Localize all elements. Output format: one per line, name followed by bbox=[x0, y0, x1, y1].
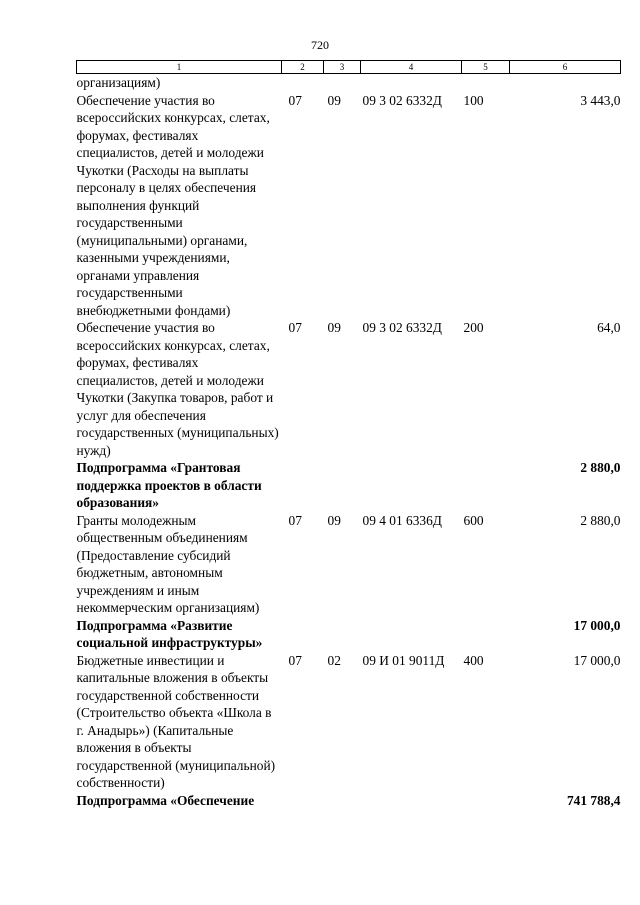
row-name: Бюджетные инвестиции и капитальные вложения в объекты государственной собственности (Строительство объекта «Школа в г. Анадырь») (Капитальные вложения в объекты государственной (муниципальной) собственности) bbox=[76, 652, 276, 790]
header-col-subsection: 3 bbox=[324, 61, 361, 74]
table-row bbox=[77, 92, 621, 320]
header-col-type: 5 bbox=[462, 61, 510, 74]
row-code: 09 3 02 6332Д bbox=[362, 92, 442, 108]
row-expense-type: 200 bbox=[463, 320, 484, 335]
row-subsection bbox=[324, 617, 361, 652]
table-row bbox=[77, 652, 621, 792]
row-expense-type bbox=[462, 459, 510, 512]
row-expense-type bbox=[462, 792, 510, 810]
row-code: 09 3 02 6332Д bbox=[362, 320, 442, 335]
table-row bbox=[77, 792, 621, 810]
row-code bbox=[361, 792, 462, 810]
row-subsection: 09 bbox=[327, 92, 341, 108]
row-subsection: 02 bbox=[327, 652, 341, 668]
row-subsection: 09 bbox=[327, 512, 341, 528]
row-amount: 17 000,0 bbox=[573, 617, 621, 633]
table-header-row bbox=[77, 61, 621, 74]
header-col-name: 1 bbox=[77, 61, 282, 74]
table-row bbox=[77, 74, 621, 92]
row-amount bbox=[510, 74, 621, 92]
row-amount: 3 443,0 bbox=[580, 92, 621, 108]
row-code: 09 И 01 9011Д bbox=[362, 652, 445, 668]
row-section: 07 bbox=[288, 320, 302, 335]
table-row bbox=[77, 319, 621, 459]
header-col-amount: 6 bbox=[510, 61, 621, 74]
row-code bbox=[361, 617, 462, 652]
row-name: Подпрограмма «Обеспечение bbox=[76, 792, 255, 808]
row-name: Гранты молодежным общественным объединениям (Предоставление субсидий бюджетным, автономным учреждениям и иным некоммерческим организациям) bbox=[76, 512, 260, 615]
header-col-section: 2 bbox=[282, 61, 324, 74]
row-expense-type bbox=[462, 617, 510, 652]
header-col-code: 4 bbox=[361, 61, 462, 74]
row-section: 07 bbox=[288, 512, 302, 528]
row-amount: 2 880,0 bbox=[580, 460, 621, 475]
row-section bbox=[282, 792, 324, 810]
row-section bbox=[282, 74, 324, 92]
row-section: 07 bbox=[288, 652, 302, 668]
row-expense-type: 400 bbox=[463, 652, 484, 668]
row-code bbox=[361, 74, 462, 92]
row-name: Подпрограмма «Грантовая поддержка проектов в области образования» bbox=[76, 460, 262, 510]
budget-table bbox=[76, 60, 621, 809]
row-code: 09 4 01 6336Д bbox=[362, 512, 442, 528]
row-expense-type bbox=[462, 74, 510, 92]
row-expense-type: 600 bbox=[463, 512, 484, 528]
row-name: организациям) bbox=[76, 75, 161, 90]
row-amount: 741 788,4 bbox=[566, 792, 621, 808]
row-subsection bbox=[324, 459, 361, 512]
table-row bbox=[77, 459, 621, 512]
row-amount: 2 880,0 bbox=[580, 512, 621, 528]
row-expense-type: 100 bbox=[463, 92, 484, 108]
row-section bbox=[282, 459, 324, 512]
row-subsection: 09 bbox=[327, 320, 341, 335]
row-section: 07 bbox=[288, 92, 302, 108]
row-subsection bbox=[324, 74, 361, 92]
page-number: 720 bbox=[311, 38, 329, 52]
table-row bbox=[77, 617, 621, 652]
table-row bbox=[77, 512, 621, 617]
row-name: Подпрограмма «Развитие социальной инфраструктуры» bbox=[76, 617, 263, 650]
row-amount: 64,0 bbox=[597, 320, 621, 335]
table-body bbox=[77, 74, 621, 810]
row-amount: 17 000,0 bbox=[573, 652, 621, 668]
row-subsection bbox=[324, 792, 361, 810]
row-name: Обеспечение участия во всероссийских конкурсах, слетах, форумах, фестивалях специалистов, детей и молодежи Чукотки (Расходы на выплаты персоналу в целях обеспечения выполнения функций государственными (муниципальными) органами, казенными учреждениями, органами управления государственными внебюджетными фондами) bbox=[76, 92, 270, 318]
row-section bbox=[282, 617, 324, 652]
row-code bbox=[361, 459, 462, 512]
row-name: Обеспечение участия во всероссийских конкурсах, слетах, форумах, фестивалях специалистов, детей и молодежи Чукотки (Закупка товаров, работ и услуг для обеспечения государственных (муниципальных) нужд) bbox=[76, 320, 279, 458]
